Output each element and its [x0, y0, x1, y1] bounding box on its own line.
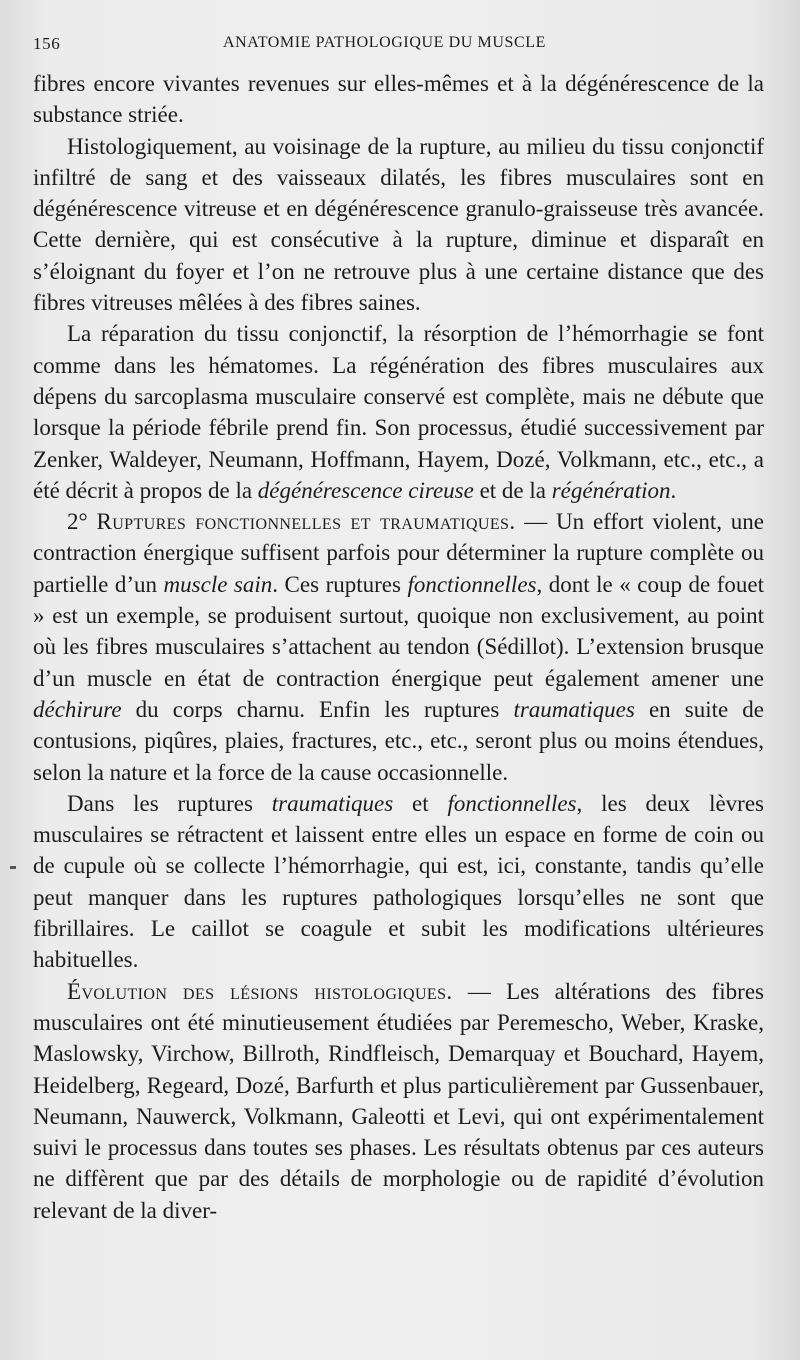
text-run: , dont le « coup de fouet » est un exemple, se produisent surtout, quoique non exclusivement, au point où les fibres musculaires s’attachent au tendon (Sédillot). L’extension brusque d’un muscle en état de contraction énergique peut également amener une: [33, 571, 764, 691]
running-title: ANATOMIE PATHOLOGIQUE DU MUSCLE: [223, 34, 547, 51]
text-run: et de la: [473, 477, 552, 503]
italic-term: régénération: [551, 477, 671, 503]
italic-term: traumatiques: [513, 696, 635, 722]
page-number: 156: [33, 34, 61, 53]
text-run: et: [393, 790, 448, 816]
section-number: 2°: [67, 509, 88, 535]
text-run: . Ces ruptures: [272, 571, 408, 597]
italic-term: dégénérescence cireuse: [257, 477, 474, 503]
text-run: , les deux lèvres musculaires se rétractent et laissent entre elles un espace en forme de coin ou de cupule où se collecte l’hémorrhagie, qui est, ici, constante, tandis qu’elle peut manquer dans les ruptures pathologiques lorsqu’elles ne sont que fibrillaires. Le caillot se coagule et subit les modifications ultérieures habituelles.: [33, 790, 764, 973]
text-run: du corps charnu. Enfin les ruptures: [121, 696, 514, 722]
text-run: Dans les ruptures: [67, 790, 272, 816]
text-run: La réparation du tissu conjonctif, la résorption de l’hémorrhagie se font comme dans les hématomes. La régénération des fibres musculaires aux dépens du sarcoplasma musculaire conservé est complète, mais ne débute que lorsque la période fébrile prend fin. Son processus, étudié successivement par Zenker, Waldeyer, Neumann, Hoffmann, Hayem, Dozé, Volkmann, etc., etc., a été décrit à propos de la: [33, 321, 764, 503]
text-run: en suite de contusions, piqûres, plaies, fractures, etc., etc., seront plus ou moins étendues, selon la nature et la force de la cause occasionnelle.: [33, 696, 765, 785]
body-text: [33, 68, 764, 1226]
paragraph-text: fibres encore vivantes revenues sur elles-mêmes et à la dégénérescence de la substance striée.: [33, 71, 764, 128]
italic-term: fonctionnelles: [447, 790, 577, 816]
paragraph-text: Histologiquement, au voisinage de la rupture, au milieu du tissu conjonctif infiltré de sang et des vaisseaux dilatés, les fibres musculaires sont en dégénérescence vitreuse et en dégénérescence granulo-graisseuse très avancée. Cette dernière, qui est consécutive à la rupture, diminue et disparaît en s’éloignant du foyer et l’on ne retrouve plus à une certaine distance que des fibres vitreuses mêlées à des fibres saines.: [33, 133, 764, 316]
italic-term: muscle sain: [163, 571, 273, 597]
section-heading: Évolution des lésions histologiques.: [67, 978, 453, 1004]
section-heading: Ruptures fonctionnelles et traumatiques.: [96, 509, 516, 535]
italic-term: déchirure: [33, 696, 122, 722]
paragraph-continuation: [33, 68, 764, 131]
paragraph-functional-ruptures: [33, 506, 764, 788]
text-run: — Les altérations des fibres musculaires ont été minutieusement étudiées par Peremescho, Weber, Kraske, Maslowsky, Virchow, Billroth, Rindfleisch, Demarquay et Bouchard, Hayem, Heidelberg, Regeard, Dozé, Barfurth et plus particulièrement par Gussenbauer, Neumann, Nauwerck, Volkmann, Galeotti et Levi, qui ont expérimentalement suivi le processus dans toutes ses phases. Les résultats obtenus par ces auteurs ne diffèrent que par des détails de morphologie ou de rapidité d’évolution relevant de la diver-: [33, 978, 764, 1223]
paragraph-histology: [33, 131, 764, 319]
italic-term: fonctionnelles: [407, 571, 537, 597]
italic-term: traumatiques: [271, 790, 394, 816]
text-run: .: [670, 477, 677, 503]
text-run: — Un effort violent, une contraction énergique suffisent parfois pour déterminer la rupture complète ou partielle d’un: [33, 509, 764, 597]
paragraph-evolution: [33, 976, 764, 1226]
paragraph-repair: [33, 318, 764, 506]
margin-mark: [10, 866, 16, 869]
running-head: [33, 30, 764, 58]
paragraph-traumatic: [33, 788, 764, 976]
